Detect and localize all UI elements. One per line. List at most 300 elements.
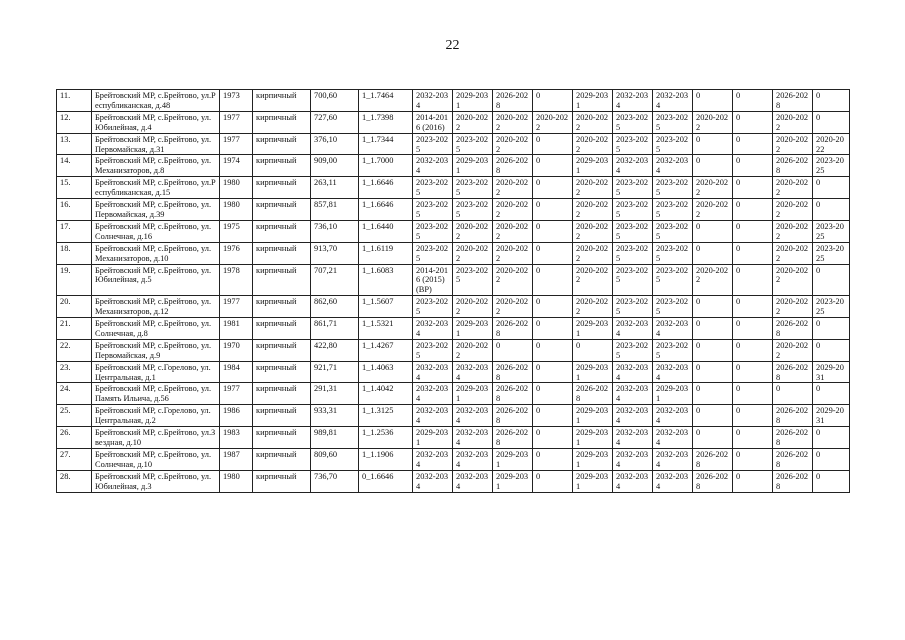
area-cell: 989,81 xyxy=(311,427,359,449)
term-cell: 2029-2031 xyxy=(813,361,850,383)
row-number: 27. xyxy=(57,448,92,470)
term-cell: 0 xyxy=(693,296,733,318)
term-cell: 2032-2034 xyxy=(613,470,653,492)
term-cell: 2020-2022 xyxy=(453,296,493,318)
year-cell: 1970 xyxy=(220,339,253,361)
address-cell: Брейтовский МР, с.Брейтово, ул.Республиканская, д.48 xyxy=(92,90,220,112)
term-cell: 0 xyxy=(733,318,773,340)
term-cell: 2032-2034 xyxy=(653,470,693,492)
term-cell: 2020-2022 xyxy=(773,220,813,242)
term-cell: 0 xyxy=(533,383,573,405)
row-number: 15. xyxy=(57,177,92,199)
term-cell: 0 xyxy=(733,177,773,199)
term-cell: 2023-2025 xyxy=(653,199,693,221)
term-cell: 0 xyxy=(693,133,733,155)
row-number: 17. xyxy=(57,220,92,242)
term-cell: 2029-2031 xyxy=(813,405,850,427)
term-cell: 2023-2025 xyxy=(613,339,653,361)
term-cell: 2020-2022 xyxy=(453,220,493,242)
material-cell: кирпичный xyxy=(253,318,311,340)
term-cell: 2023-2025 xyxy=(813,220,850,242)
term-cell: 2020-2022 xyxy=(453,339,493,361)
term-cell: 2032-2034 xyxy=(613,155,653,177)
year-cell: 1973 xyxy=(220,90,253,112)
table-row xyxy=(57,427,850,449)
row-number: 14. xyxy=(57,155,92,177)
term-cell: 2032-2034 xyxy=(613,448,653,470)
material-cell: кирпичный xyxy=(253,133,311,155)
term-cell: 2026-2028 xyxy=(493,318,533,340)
term-cell: 0 xyxy=(813,427,850,449)
term-cell: 0 xyxy=(813,470,850,492)
year-cell: 1983 xyxy=(220,427,253,449)
term-cell: 2020-2022 xyxy=(493,199,533,221)
term-cell: 2029-2031 xyxy=(413,427,453,449)
term-cell: 2020-2022 xyxy=(773,133,813,155)
row-number: 20. xyxy=(57,296,92,318)
material-cell: кирпичный xyxy=(253,361,311,383)
year-cell: 1974 xyxy=(220,155,253,177)
term-cell: 2020-2022 xyxy=(573,177,613,199)
index-cell: 1_1.7344 xyxy=(359,133,413,155)
term-cell: 0 xyxy=(533,339,573,361)
term-cell: 2032-2034 xyxy=(653,318,693,340)
table-row xyxy=(57,296,850,318)
term-cell: 0 xyxy=(733,361,773,383)
row-number: 25. xyxy=(57,405,92,427)
area-cell: 291,31 xyxy=(311,383,359,405)
term-cell: 2032-2034 xyxy=(653,405,693,427)
housing-repair-schedule-table xyxy=(56,89,850,493)
table-row xyxy=(57,220,850,242)
term-cell: 2020-2022 xyxy=(493,133,533,155)
term-cell: 2032-2034 xyxy=(653,427,693,449)
term-cell: 0 xyxy=(813,383,850,405)
address-cell: Брейтовский МР, с.Брейтово, ул.Механизаторов, д.8 xyxy=(92,155,220,177)
term-cell: 0 xyxy=(533,199,573,221)
term-cell: 2023-2025 xyxy=(613,220,653,242)
term-cell: 2029-2031 xyxy=(453,155,493,177)
term-cell: 0 xyxy=(733,199,773,221)
term-cell: 2023-2025 xyxy=(413,133,453,155)
year-cell: 1987 xyxy=(220,448,253,470)
year-cell: 1975 xyxy=(220,220,253,242)
term-cell: 2032-2034 xyxy=(413,318,453,340)
area-cell: 376,10 xyxy=(311,133,359,155)
address-cell: Брейтовский МР, с.Брейтово, ул.Первомайская, д.9 xyxy=(92,339,220,361)
term-cell: 2029-2031 xyxy=(573,448,613,470)
material-cell: кирпичный xyxy=(253,448,311,470)
term-cell: 2020-2022 xyxy=(573,199,613,221)
term-cell: 2029-2031 xyxy=(573,470,613,492)
area-cell: 736,70 xyxy=(311,470,359,492)
area-cell: 263,11 xyxy=(311,177,359,199)
term-cell: 2023-2025 xyxy=(453,264,493,296)
term-cell: 2026-2028 xyxy=(773,470,813,492)
year-cell: 1977 xyxy=(220,383,253,405)
material-cell: кирпичный xyxy=(253,220,311,242)
term-cell: 2023-2025 xyxy=(613,264,653,296)
address-cell: Брейтовский МР, с.Брейтово, ул.Память Ильича, д.56 xyxy=(92,383,220,405)
term-cell: 2026-2028 xyxy=(773,155,813,177)
term-cell: 2020-2022 xyxy=(773,339,813,361)
term-cell: 2029-2031 xyxy=(573,318,613,340)
term-cell: 0 xyxy=(813,264,850,296)
table-row xyxy=(57,177,850,199)
term-cell: 2023-2025 xyxy=(413,296,453,318)
term-cell: 2020-2022 xyxy=(493,177,533,199)
term-cell: 2023-2025 xyxy=(413,220,453,242)
term-cell: 0 xyxy=(693,220,733,242)
term-cell: 0 xyxy=(813,111,850,133)
term-cell: 2020-2022 xyxy=(693,199,733,221)
term-cell: 2023-2025 xyxy=(453,133,493,155)
term-cell: 2020-2022 xyxy=(693,177,733,199)
area-cell: 913,70 xyxy=(311,242,359,264)
address-cell: Брейтовский МР, с.Горелово, ул.Центральная, д.2 xyxy=(92,405,220,427)
row-number: 19. xyxy=(57,264,92,296)
term-cell: 2032-2034 xyxy=(413,405,453,427)
table-row xyxy=(57,199,850,221)
row-number: 16. xyxy=(57,199,92,221)
row-number: 26. xyxy=(57,427,92,449)
term-cell: 0 xyxy=(733,155,773,177)
term-cell: 0 xyxy=(533,133,573,155)
term-cell: 0 xyxy=(813,318,850,340)
term-cell: 2029-2031 xyxy=(453,318,493,340)
term-cell: 2026-2028 xyxy=(493,361,533,383)
term-cell: 2026-2028 xyxy=(493,405,533,427)
term-cell: 2026-2028 xyxy=(773,448,813,470)
term-cell: 2020-2022 xyxy=(493,242,533,264)
table-row xyxy=(57,155,850,177)
term-cell: 2014-2016 (2016) xyxy=(413,111,453,133)
term-cell: 0 xyxy=(693,361,733,383)
material-cell: кирпичный xyxy=(253,427,311,449)
term-cell: 2014-2016 (2015) (ВР) xyxy=(413,264,453,296)
row-number: 12. xyxy=(57,111,92,133)
term-cell: 2023-2025 xyxy=(653,296,693,318)
term-cell: 2029-2031 xyxy=(573,405,613,427)
term-cell: 0 xyxy=(733,470,773,492)
table-body xyxy=(57,90,850,493)
area-cell: 727,60 xyxy=(311,111,359,133)
table-row xyxy=(57,242,850,264)
term-cell: 2023-2025 xyxy=(453,199,493,221)
term-cell: 0 xyxy=(533,361,573,383)
index-cell: 1_1.4042 xyxy=(359,383,413,405)
term-cell: 0 xyxy=(813,448,850,470)
term-cell: 0 xyxy=(693,383,733,405)
address-cell: Брейтовский МР, с.Брейтово, ул.Юбилейная, д.4 xyxy=(92,111,220,133)
term-cell: 2023-2025 xyxy=(613,111,653,133)
material-cell: кирпичный xyxy=(253,339,311,361)
term-cell: 2020-2022 xyxy=(493,296,533,318)
index-cell: 1_1.7000 xyxy=(359,155,413,177)
term-cell: 0 xyxy=(733,133,773,155)
material-cell: кирпичный xyxy=(253,111,311,133)
term-cell: 2032-2034 xyxy=(453,427,493,449)
area-cell: 809,60 xyxy=(311,448,359,470)
term-cell: 2020-2022 xyxy=(773,111,813,133)
term-cell: 0 xyxy=(733,339,773,361)
area-cell: 422,80 xyxy=(311,339,359,361)
term-cell: 2023-2025 xyxy=(413,242,453,264)
term-cell: 0 xyxy=(773,383,813,405)
term-cell: 2029-2031 xyxy=(573,427,613,449)
index-cell: 1_1.5607 xyxy=(359,296,413,318)
table-row xyxy=(57,111,850,133)
index-cell: 1_1.4267 xyxy=(359,339,413,361)
term-cell: 0 xyxy=(533,470,573,492)
term-cell: 2029-2031 xyxy=(653,383,693,405)
term-cell: 2032-2034 xyxy=(653,448,693,470)
table-row xyxy=(57,470,850,492)
term-cell: 2032-2034 xyxy=(453,448,493,470)
term-cell: 2032-2034 xyxy=(413,470,453,492)
index-cell: 1_1.3125 xyxy=(359,405,413,427)
term-cell: 2023-2025 xyxy=(653,133,693,155)
term-cell: 2026-2028 xyxy=(493,90,533,112)
term-cell: 0 xyxy=(533,405,573,427)
term-cell: 2029-2031 xyxy=(453,383,493,405)
table-row xyxy=(57,448,850,470)
year-cell: 1977 xyxy=(220,133,253,155)
term-cell: 2023-2025 xyxy=(413,177,453,199)
material-cell: кирпичный xyxy=(253,264,311,296)
term-cell: 2023-2025 xyxy=(613,177,653,199)
term-cell: 0 xyxy=(693,155,733,177)
area-cell: 909,00 xyxy=(311,155,359,177)
term-cell: 2029-2031 xyxy=(573,361,613,383)
term-cell: 2020-2022 xyxy=(693,264,733,296)
term-cell: 2020-2022 xyxy=(773,264,813,296)
material-cell: кирпичный xyxy=(253,155,311,177)
index-cell: 1_1.6119 xyxy=(359,242,413,264)
area-cell: 736,10 xyxy=(311,220,359,242)
year-cell: 1980 xyxy=(220,177,253,199)
address-cell: Брейтовский МР, с.Брейтово, ул.Солнечная, д.10 xyxy=(92,448,220,470)
term-cell: 2032-2034 xyxy=(613,361,653,383)
term-cell: 2026-2028 xyxy=(493,427,533,449)
address-cell: Брейтовский МР, с.Брейтово, ул.Звездная, д.10 xyxy=(92,427,220,449)
term-cell: 0 xyxy=(813,177,850,199)
term-cell: 2032-2034 xyxy=(413,448,453,470)
area-cell: 707,21 xyxy=(311,264,359,296)
term-cell: 2026-2028 xyxy=(493,383,533,405)
term-cell: 0 xyxy=(693,405,733,427)
term-cell: 0 xyxy=(733,296,773,318)
term-cell: 0 xyxy=(693,427,733,449)
term-cell: 2020-2022 xyxy=(773,242,813,264)
term-cell: 2032-2034 xyxy=(613,427,653,449)
term-cell: 2032-2034 xyxy=(613,405,653,427)
term-cell: 2023-2025 xyxy=(613,199,653,221)
term-cell: 2023-2025 xyxy=(613,133,653,155)
area-cell: 700,60 xyxy=(311,90,359,112)
material-cell: кирпичный xyxy=(253,383,311,405)
term-cell: 0 xyxy=(693,242,733,264)
material-cell: кирпичный xyxy=(253,296,311,318)
term-cell: 2032-2034 xyxy=(413,361,453,383)
row-number: 18. xyxy=(57,242,92,264)
index-cell: 1_1.6083 xyxy=(359,264,413,296)
term-cell: 2026-2028 xyxy=(773,427,813,449)
address-cell: Брейтовский МР, с.Брейтово, ул.Солнечная, д.16 xyxy=(92,220,220,242)
term-cell: 2029-2031 xyxy=(573,90,613,112)
term-cell: 2032-2034 xyxy=(613,383,653,405)
term-cell: 2029-2031 xyxy=(453,90,493,112)
term-cell: 0 xyxy=(813,199,850,221)
index-cell: 1_1.2536 xyxy=(359,427,413,449)
term-cell: 0 xyxy=(533,90,573,112)
term-cell: 2023-2025 xyxy=(613,296,653,318)
term-cell: 2032-2034 xyxy=(413,155,453,177)
term-cell: 2032-2034 xyxy=(653,155,693,177)
term-cell: 2023-2025 xyxy=(813,155,850,177)
index-cell: 1_1.7398 xyxy=(359,111,413,133)
term-cell: 2020-2022 xyxy=(693,111,733,133)
term-cell: 0 xyxy=(733,405,773,427)
term-cell: 0 xyxy=(533,427,573,449)
term-cell: 2023-2025 xyxy=(653,220,693,242)
address-cell: Брейтовский МР, с.Брейтово, ул.Первомайская, д.39 xyxy=(92,199,220,221)
area-cell: 933,31 xyxy=(311,405,359,427)
term-cell: 2023-2025 xyxy=(653,177,693,199)
year-cell: 1984 xyxy=(220,361,253,383)
term-cell: 2020-2022 xyxy=(533,111,573,133)
term-cell: 2020-2022 xyxy=(573,296,613,318)
term-cell: 0 xyxy=(733,448,773,470)
material-cell: кирпичный xyxy=(253,177,311,199)
term-cell: 2020-2022 xyxy=(773,177,813,199)
table-row xyxy=(57,383,850,405)
term-cell: 0 xyxy=(733,220,773,242)
term-cell: 2023-2025 xyxy=(653,264,693,296)
material-cell: кирпичный xyxy=(253,242,311,264)
term-cell: 0 xyxy=(533,177,573,199)
term-cell: 0 xyxy=(533,448,573,470)
row-number: 21. xyxy=(57,318,92,340)
row-number: 24. xyxy=(57,383,92,405)
material-cell: кирпичный xyxy=(253,199,311,221)
term-cell: 2029-2031 xyxy=(573,155,613,177)
index-cell: 0_1.6646 xyxy=(359,470,413,492)
row-number: 13. xyxy=(57,133,92,155)
index-cell: 1_1.7464 xyxy=(359,90,413,112)
year-cell: 1977 xyxy=(220,111,253,133)
term-cell: 2026-2028 xyxy=(773,361,813,383)
term-cell: 0 xyxy=(533,242,573,264)
material-cell: кирпичный xyxy=(253,90,311,112)
term-cell: 2026-2028 xyxy=(773,318,813,340)
term-cell: 2023-2025 xyxy=(813,242,850,264)
year-cell: 1977 xyxy=(220,296,253,318)
row-number: 23. xyxy=(57,361,92,383)
address-cell: Брейтовский МР, с.Горелово, ул.Центральная, д.1 xyxy=(92,361,220,383)
term-cell: 0 xyxy=(733,111,773,133)
year-cell: 1981 xyxy=(220,318,253,340)
term-cell: 2032-2034 xyxy=(653,361,693,383)
term-cell: 0 xyxy=(733,427,773,449)
term-cell: 2020-2022 xyxy=(573,242,613,264)
term-cell: 0 xyxy=(693,318,733,340)
term-cell: 0 xyxy=(533,296,573,318)
term-cell: 0 xyxy=(533,155,573,177)
address-cell: Брейтовский МР, с.Брейтово, ул.Республиканская, д.15 xyxy=(92,177,220,199)
term-cell: 0 xyxy=(813,90,850,112)
address-cell: Брейтовский МР, с.Брейтово, ул.Механизаторов, д.10 xyxy=(92,242,220,264)
page-number: 22 xyxy=(445,38,460,53)
term-cell: 2026-2028 xyxy=(693,448,733,470)
term-cell: 2023-2025 xyxy=(653,111,693,133)
index-cell: 1_1.5321 xyxy=(359,318,413,340)
term-cell: 0 xyxy=(533,264,573,296)
term-cell: 2023-2025 xyxy=(613,242,653,264)
index-cell: 1_1.1906 xyxy=(359,448,413,470)
term-cell: 0 xyxy=(533,318,573,340)
index-cell: 1_1.4063 xyxy=(359,361,413,383)
term-cell: 2032-2034 xyxy=(613,90,653,112)
address-cell: Брейтовский МР, с.Брейтово, ул.Юбилейная, д.5 xyxy=(92,264,220,296)
table-row xyxy=(57,318,850,340)
term-cell: 2020-2022 xyxy=(493,264,533,296)
term-cell: 2032-2034 xyxy=(653,90,693,112)
address-cell: Брейтовский МР, с.Брейтово, ул.Механизаторов, д.12 xyxy=(92,296,220,318)
term-cell: 2032-2034 xyxy=(453,470,493,492)
row-number: 11. xyxy=(57,90,92,112)
term-cell: 2026-2028 xyxy=(493,155,533,177)
term-cell: 0 xyxy=(493,339,533,361)
term-cell: 0 xyxy=(733,264,773,296)
address-cell: Брейтовский МР, с.Брейтово, ул.Солнечная, д.8 xyxy=(92,318,220,340)
term-cell: 2023-2025 xyxy=(453,177,493,199)
term-cell: 2023-2025 xyxy=(413,199,453,221)
term-cell: 2026-2028 xyxy=(693,470,733,492)
term-cell: 2032-2034 xyxy=(453,405,493,427)
term-cell: 2020-2022 xyxy=(573,220,613,242)
table-row xyxy=(57,90,850,112)
index-cell: 1_1.6646 xyxy=(359,177,413,199)
year-cell: 1980 xyxy=(220,199,253,221)
term-cell: 0 xyxy=(733,242,773,264)
term-cell: 2023-2025 xyxy=(653,339,693,361)
term-cell: 2026-2028 xyxy=(573,383,613,405)
table-row xyxy=(57,339,850,361)
year-cell: 1980 xyxy=(220,470,253,492)
term-cell: 2020-2022 xyxy=(573,111,613,133)
term-cell: 2032-2034 xyxy=(613,318,653,340)
term-cell: 2020-2022 xyxy=(773,296,813,318)
row-number: 22. xyxy=(57,339,92,361)
table-row xyxy=(57,361,850,383)
address-cell: Брейтовский МР, с.Брейтово, ул.Первомайская, д.31 xyxy=(92,133,220,155)
term-cell: 2023-2025 xyxy=(653,242,693,264)
term-cell: 2020-2022 xyxy=(493,111,533,133)
term-cell: 2020-2022 xyxy=(813,133,850,155)
term-cell: 2020-2022 xyxy=(773,199,813,221)
term-cell: 2029-2031 xyxy=(493,470,533,492)
term-cell: 2020-2022 xyxy=(453,111,493,133)
year-cell: 1976 xyxy=(220,242,253,264)
area-cell: 857,81 xyxy=(311,199,359,221)
year-cell: 1978 xyxy=(220,264,253,296)
term-cell: 0 xyxy=(573,339,613,361)
material-cell: кирпичный xyxy=(253,470,311,492)
term-cell: 2023-2025 xyxy=(413,339,453,361)
term-cell: 2032-2034 xyxy=(413,383,453,405)
index-cell: 1_1.6646 xyxy=(359,199,413,221)
